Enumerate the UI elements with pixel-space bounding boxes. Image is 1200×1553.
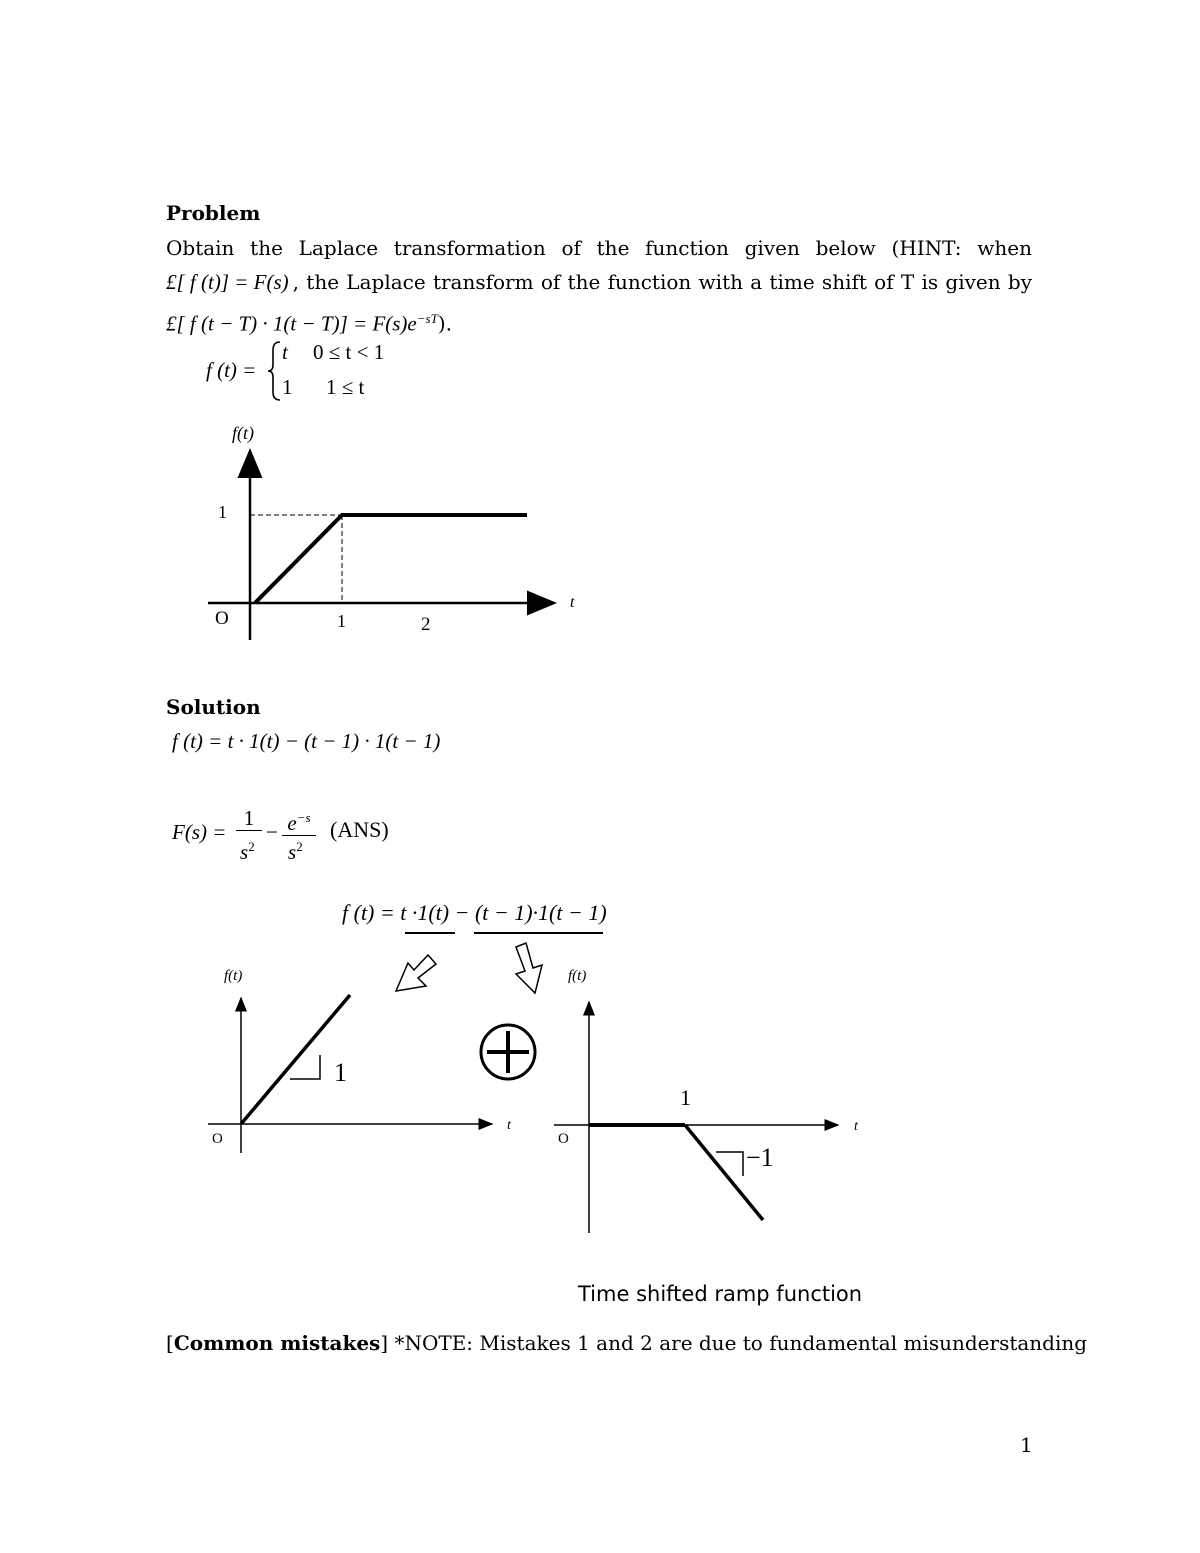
graph1-x-tick-1: 1 xyxy=(337,611,346,631)
left-xlabel: t xyxy=(507,1118,511,1133)
piecewise-case2-expr: 1 xyxy=(282,375,293,399)
mistakes-open-bracket: [ xyxy=(166,1331,174,1355)
right-tick-label: 1 xyxy=(680,1085,691,1110)
graph1-origin: O xyxy=(215,608,229,629)
piecewise-case2-cond: 1 ≤ t xyxy=(326,375,365,399)
fraction-2-den-exp: 2 xyxy=(296,839,303,854)
fraction-2-numerator xyxy=(282,806,316,836)
fraction-1-den-exp: 2 xyxy=(248,839,255,854)
arrow-down-right-icon xyxy=(516,943,542,993)
laplace-definition: £[ f (t)] = F(s) xyxy=(166,270,289,294)
problem-heading: Problem xyxy=(166,201,261,225)
decomposition-equation: f (t) = t ·1(t) − (t − 1)·1(t − 1) xyxy=(342,900,607,925)
right-slope-label: −1 xyxy=(746,1143,774,1172)
mistakes-label: Common mistakes xyxy=(173,1331,381,1355)
problem-line-2-text: , the Laplace transform of the function with a time shift of T is given by xyxy=(292,270,1032,294)
problem-line-3 xyxy=(166,302,452,341)
fraction-minus: − xyxy=(266,820,278,844)
piecewise-case1-expr: t xyxy=(282,340,288,364)
page-number: 1 xyxy=(1020,1433,1033,1457)
piecewise-brace xyxy=(266,340,282,402)
fraction-2-den-base: s xyxy=(288,840,297,864)
fraction-2-denominator xyxy=(288,835,303,864)
fraction-1-den-base: s xyxy=(240,840,249,864)
time-shift-exponent: −sT xyxy=(416,311,438,326)
fraction-1-numerator: 1 xyxy=(236,806,262,831)
fraction-2-num-exp: −s xyxy=(296,810,311,825)
left-ylabel: f(t) xyxy=(224,968,243,984)
mistakes-close-bracket: ] xyxy=(380,1331,389,1355)
right-xlabel: t xyxy=(854,1119,858,1134)
common-mistakes-line xyxy=(166,1326,1088,1360)
graph1-xlabel: t xyxy=(570,594,575,611)
piecewise-lhs: f (t) = xyxy=(206,358,257,382)
piecewise-case1-cond: 0 ≤ t < 1 xyxy=(313,340,385,364)
left-origin: O xyxy=(212,1131,223,1147)
decomposition-diagram xyxy=(200,925,900,1245)
answer-label: (ANS) xyxy=(330,817,389,842)
graph1-ylabel: f(t) xyxy=(232,423,254,443)
fraction-2-num-base: e xyxy=(287,811,297,835)
right-ylabel: f(t) xyxy=(568,968,587,984)
graph1-x-tick-2: 2 xyxy=(421,614,431,635)
left-slope-label: 1 xyxy=(334,1058,347,1087)
solution-eq2-lhs: F(s) = xyxy=(172,820,227,844)
problem-line-1: Obtain the Laplace transformation of the function given below (HINT: when xyxy=(166,236,1032,260)
time-shift-formula: £[ f (t − T) · 1(t − T)] = F(s)e xyxy=(166,311,417,336)
function-curve xyxy=(255,515,527,603)
problem-line-2 xyxy=(166,265,1032,299)
right-origin: O xyxy=(558,1131,569,1147)
function-graph xyxy=(200,415,600,655)
fraction-1-denominator xyxy=(240,835,255,864)
solution-equation-1: f (t) = t · 1(t) − (t − 1) · 1(t − 1) xyxy=(172,729,441,753)
graph1-y-tick: 1 xyxy=(218,502,227,522)
negative-ramp-line xyxy=(685,1125,763,1220)
solution-heading: Solution xyxy=(166,695,261,719)
mistakes-note: *NOTE: Mistakes 1 and 2 are due to fundamental misunderstanding xyxy=(388,1331,1088,1355)
arrow-down-left-icon xyxy=(396,955,436,991)
problem-line-3-end: ). xyxy=(437,311,452,336)
right-slope-marker xyxy=(716,1152,743,1176)
diagram-caption: Time shifted ramp function xyxy=(578,1282,863,1306)
